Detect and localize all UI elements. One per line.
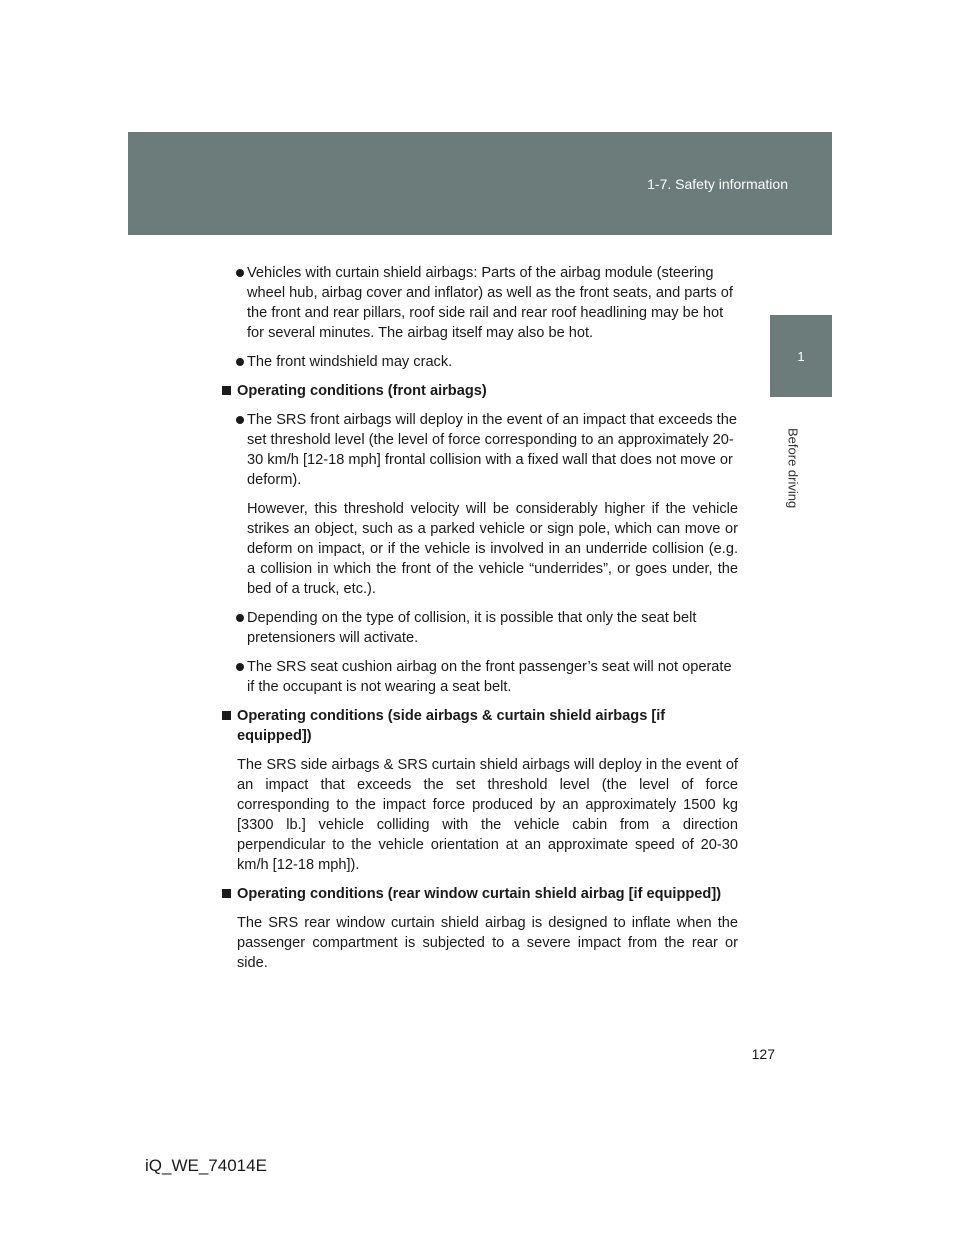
heading-text: Operating conditions (side airbags & curtain shield airbags [if equipped]) <box>237 708 666 744</box>
bullet-text: The SRS front airbags will deploy in the event of an impact that exceeds the set threshold level (the level of force corresponding to an approximately 20-30 km/h [12-18 mph] frontal collision with a fixed wall that does not move or deform). <box>247 412 737 488</box>
bullet-dot-icon <box>236 358 244 366</box>
section-heading <box>221 381 738 401</box>
document-code: iQ_WE_74014E <box>145 1156 267 1175</box>
body-paragraph: The SRS side airbags & SRS curtain shield airbags will deploy in the event of an impact that exceeds the set threshold level (the level of force corresponding to the impact force produced by an approximately 1500 kg [3300 lb.] vehicle colliding with the vehicle cabin from a direction perpendicular to the vehicle orientation at an approximate speed of 20-30 km/h [12-18 mph]). <box>237 757 738 873</box>
heading-text: Operating conditions (front airbags) <box>237 383 487 399</box>
square-bullet-icon <box>222 889 231 898</box>
bullet-item <box>221 608 738 648</box>
square-bullet-icon <box>222 386 231 395</box>
bullet-text: Depending on the type of collision, it is possible that only the seat belt pretensioners will activate. <box>247 610 697 646</box>
body-paragraph: The SRS rear window curtain shield airbag is designed to inflate when the passenger compartment is subjected to a severe impact from the rear or side. <box>237 915 738 971</box>
square-bullet-icon <box>222 711 231 720</box>
chapter-label: Before driving <box>785 427 801 509</box>
bullet-item <box>221 263 738 343</box>
chapter-label-tab <box>763 418 823 518</box>
bullet-text: The front windshield may crack. <box>247 354 453 370</box>
bullet-dot-icon <box>236 663 244 671</box>
bullet-item <box>221 352 738 372</box>
bullet-text: Vehicles with curtain shield airbags: Parts of the airbag module (steering wheel hub, airbag cover and inflator) as well as the front seats, and parts of the front and rear pillars, roof side rail and rear roof headlining may be hot for several minutes. The airbag itself may also be hot. <box>247 265 733 341</box>
bullet-dot-icon <box>236 269 244 277</box>
page-number: 127 <box>751 1046 775 1062</box>
bullet-subparagraph: However, this threshold velocity will be considerably higher if the vehicle strikes an object, such as a parked vehicle or sign pole, which can move or deform on impact, or if the vehicle is involved in an underride collision (e.g. a collision in which the front of the vehicle “underrides”, or goes under, the bed of a truck, etc.). <box>247 501 738 597</box>
bullet-item <box>221 410 738 599</box>
page-content <box>221 263 738 982</box>
bullet-dot-icon <box>236 614 244 622</box>
bullet-dot-icon <box>236 416 244 424</box>
chapter-number-tab: 1 <box>770 315 832 397</box>
header-bar <box>128 132 832 235</box>
bullet-text: The SRS seat cushion airbag on the front passenger’s seat will not operate if the occupant is not wearing a seat belt. <box>247 659 732 695</box>
section-title: 1-7. Safety information <box>647 176 788 192</box>
section-heading <box>221 884 738 904</box>
section-heading <box>221 706 738 746</box>
heading-text: Operating conditions (rear window curtain shield airbag [if equipped]) <box>237 886 722 902</box>
bullet-item <box>221 657 738 697</box>
